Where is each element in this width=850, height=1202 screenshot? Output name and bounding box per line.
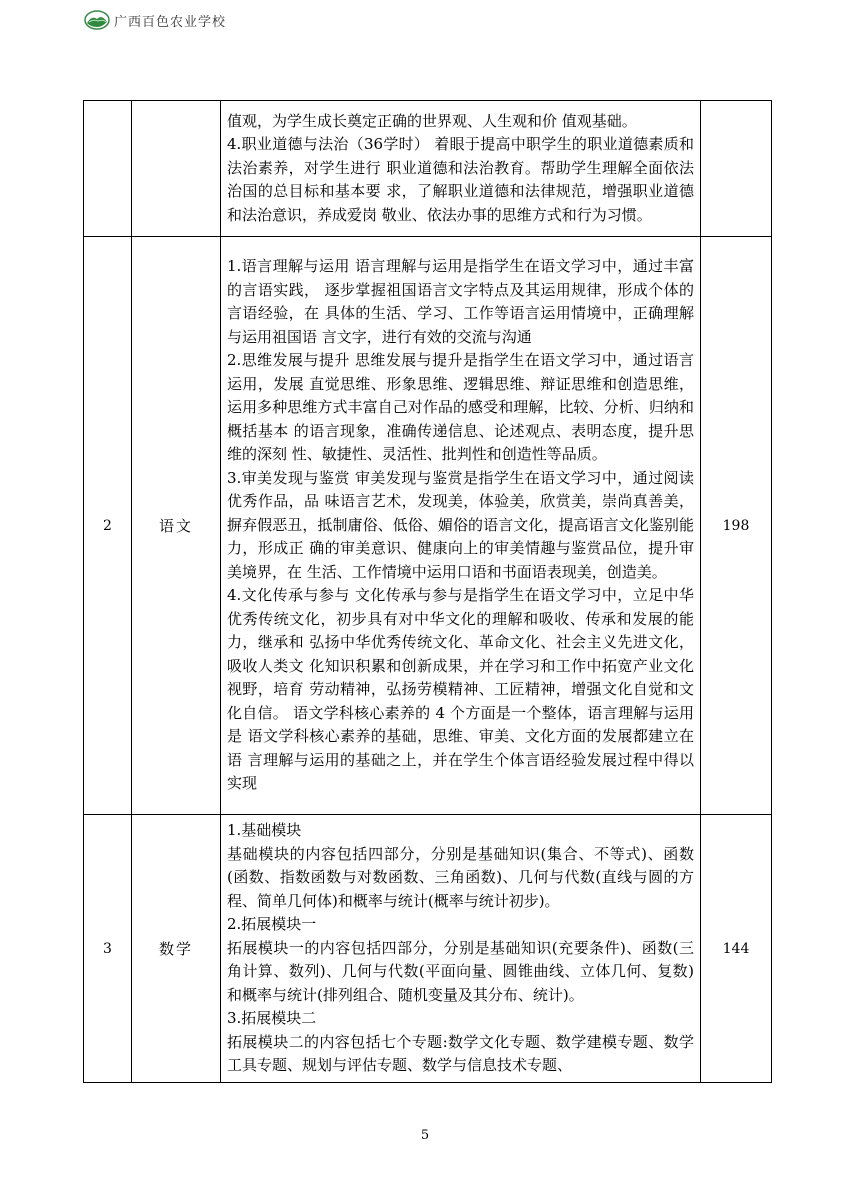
course-name-cell: 语文 [132,237,221,815]
content-paragraph: 基础模块的内容包括四部分，分别是基础知识(集合、不等式)、函数(函数、指数函数与对数函数、三角函数)、几何与代数(直线与圆的方程、简单几何体)和概率与统计(概率与统计初步)。 [227,844,694,910]
green-mountain-logo-icon [84,10,110,30]
table-row [84,237,772,815]
course-name-cell [132,101,221,237]
content-paragraph: 4.职业道德与法治（36学时） 着眼于提高中职学生的职业道德素质和法治素养，对学生进行 职业道德和法治教育。帮助学生理解全面依法治国的总目标和基本要 求，了解职业道德和法律规范，增强职业道德和法治意识，养成爱岗 敬业、依法办事的思维方式和行为习惯。 [227,135,694,224]
content-paragraph: 2.拓展模块一 [227,915,317,934]
school-name: 广西百色农业学校 [114,14,227,30]
row-number-cell: 3 [84,815,132,1083]
content-paragraph: 3.审美发现与鉴赏 审美发现与鉴赏是指学生在语文学习中，通过阅读优秀作品，品 味语言艺术，发现美，体验美，欣赏美，崇尚真善美，摒弃假恶丑，抵制庸俗、低俗、媚俗的语言文化，提高语言文化鉴别能力，形成正 确的审美意识、健康向上的审美情趣与鉴赏品位，提升审美境界，在 生活、工作情境中运用口语和书面语表现美，创造美。 [227,468,694,581]
curriculum-table [83,100,772,1083]
course-name-cell: 数学 [132,815,221,1083]
course-content-cell [221,101,701,237]
content-paragraph: 3.拓展模块二 [227,1009,317,1028]
row-number-cell: 2 [84,237,132,815]
content-paragraph: 1.语言理解与运用 语言理解与运用是指学生在语文学习中，通过丰富的言语实践， 逐步掌握祖国语言文字特点及其运用规律，形成个体的言语经验，在 具体的生活、学习、工作等语言运用情境中，正确理解与运用祖国语 言文字，进行有效的交流与沟通 [227,257,694,346]
table-row [84,101,772,237]
content-paragraph: 拓展模块一的内容包括四部分，分别是基础知识(充要条件)、函数(三角计算、数列)、几何与代数(平面向量、圆锥曲线、立体几何、复数)和概率与统计(排列组合、随机变量及其分布、统计)。 [227,938,694,1004]
hours-cell: 198 [701,237,772,815]
content-paragraph: 2.思维发展与提升 思维发展与提升是指学生在语文学习中，通过语言运用，发展 直觉思维、形象思维、逻辑思维、辩证思维和创造思维，运用多种思维方式丰富自己对作品的感受和理解，比较、分析、归纳和概括基本 的语言现象，准确传递信息、论述观点、表明态度，提升思维的深刻 性、敏捷性、灵活性、批判性和创造性等品质。 [227,351,694,464]
table-row [84,815,772,1083]
content-paragraph: 1.基础模块 [227,821,302,840]
page-header [84,6,226,34]
hours-cell [701,101,772,237]
hours-cell: 144 [701,815,772,1083]
course-content-cell [221,237,701,815]
content-paragraph: 拓展模块二的内容包括七个专题:数学文化专题、数学建模专题、数学工具专题、规划与评估专题、数学与信息技术专题、 [227,1032,694,1075]
content-paragraph: 4.文化传承与参与 文化传承与参与是指学生在语文学习中，立足中华优秀传统文化，初步具有对中华文化的理解和吸收、传承和发展的能力，继承和 弘扬中华优秀传统文化、革命文化、社会主义先进文化，吸收人类文 化知识积累和创新成果，并在学习和工作中拓宽产业文化视野，培育 劳动精神，弘扬劳模精神、工匠精神，增强文化自觉和文化自信。 语文学科核心素养的 4 个方面是一个整体，语言理解与运用是 语文学科核心素养的基础，思维、审美、文化方面的发展都建立在语 言理解与运用的基础之上，并在学生个体言语经验发展过程中得以 实现 [227,586,694,793]
row-number-cell [84,101,132,237]
course-content-cell [221,815,701,1083]
content-paragraph: 值观，为学生成长奠定正确的世界观、人生观和价 值观基础。 [227,111,637,130]
page-number: 5 [420,1128,430,1143]
